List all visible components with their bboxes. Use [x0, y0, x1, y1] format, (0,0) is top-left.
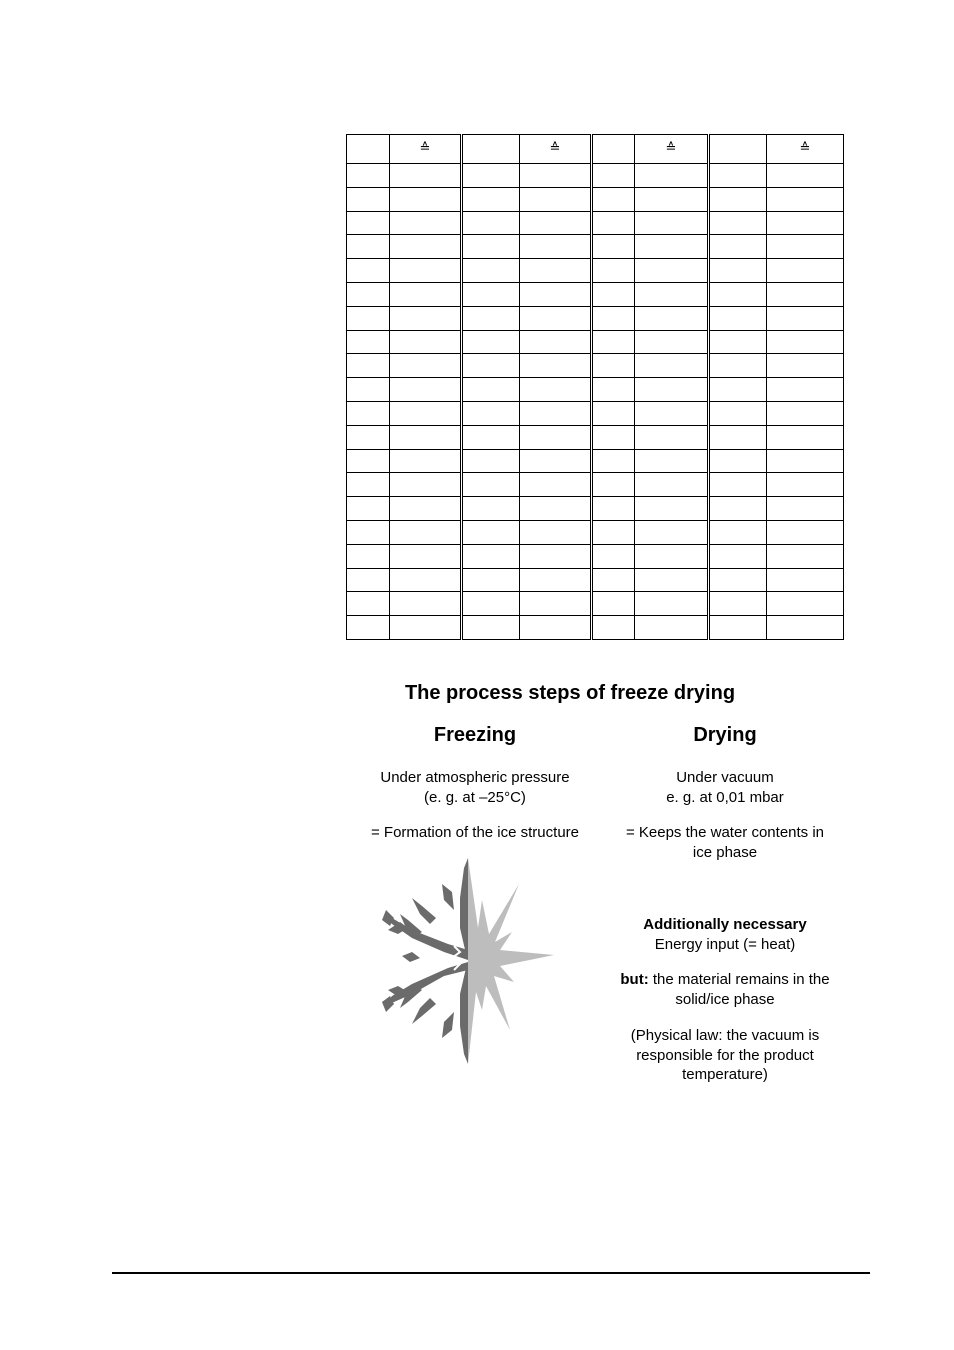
table-cell	[635, 354, 709, 378]
table-row	[347, 592, 844, 616]
freezing-result: = Formation of the ice structure	[370, 824, 579, 841]
table-row	[347, 306, 844, 330]
diagram-title: The process steps of freeze drying	[404, 682, 736, 704]
header-cell-value	[592, 135, 635, 164]
law-line1: (Physical law: the vacuum is	[630, 1027, 820, 1044]
table-row	[347, 235, 844, 259]
table-cell	[520, 449, 592, 473]
header-cell-corresponds	[767, 135, 844, 164]
table-cell	[520, 425, 592, 449]
table-cell	[390, 401, 462, 425]
table-cell	[462, 164, 520, 188]
table-cell	[767, 616, 844, 640]
table-cell	[709, 330, 767, 354]
header-cell-corresponds	[520, 135, 592, 164]
table-cell	[462, 425, 520, 449]
table-cell	[462, 259, 520, 283]
table-cell	[635, 401, 709, 425]
table-cell	[390, 306, 462, 330]
table-cell	[709, 520, 767, 544]
table-cell	[635, 164, 709, 188]
law-line3: temperature)	[682, 1066, 768, 1083]
table-cell	[390, 616, 462, 640]
table-cell	[592, 211, 635, 235]
table-cell	[347, 520, 390, 544]
table-cell	[462, 235, 520, 259]
table-cell	[767, 592, 844, 616]
table-cell	[709, 592, 767, 616]
table-row	[347, 544, 844, 568]
table-cell	[592, 544, 635, 568]
snowflake-sun-icon	[382, 858, 557, 1064]
freezing-heading: Freezing	[433, 724, 517, 746]
table-cell	[709, 354, 767, 378]
table-cell	[390, 187, 462, 211]
table-cell	[347, 330, 390, 354]
drying-result	[600, 823, 850, 862]
table-row	[347, 473, 844, 497]
table-cell	[347, 592, 390, 616]
table-cell	[520, 592, 592, 616]
table-cell	[390, 473, 462, 497]
additional-heading: Additionally necessary	[643, 916, 807, 933]
table-cell	[520, 473, 592, 497]
table-cell	[520, 401, 592, 425]
table-cell	[635, 235, 709, 259]
table-cell	[767, 211, 844, 235]
header-cell-value	[347, 135, 390, 164]
table-cell	[390, 425, 462, 449]
table-cell	[462, 282, 520, 306]
table-cell	[635, 282, 709, 306]
table-cell	[767, 544, 844, 568]
table-row	[347, 330, 844, 354]
table-cell	[635, 449, 709, 473]
corresponds-symbol: ≙	[665, 139, 677, 155]
table-cell	[520, 330, 592, 354]
table-cell	[767, 473, 844, 497]
table-row	[347, 497, 844, 521]
table-cell	[767, 401, 844, 425]
table-cell	[635, 378, 709, 402]
table-cell	[520, 306, 592, 330]
drying-condition-line1: Under vacuum	[676, 769, 774, 786]
table-cell	[462, 354, 520, 378]
table-cell	[520, 354, 592, 378]
sun-rays	[468, 858, 554, 1064]
table-row	[347, 520, 844, 544]
table-cell	[347, 616, 390, 640]
footer-rule	[112, 1272, 870, 1274]
table-cell	[390, 568, 462, 592]
table-cell	[347, 378, 390, 402]
table-cell	[635, 520, 709, 544]
table-cell	[347, 425, 390, 449]
table-cell	[709, 473, 767, 497]
table-cell	[390, 282, 462, 306]
but-note-line2: solid/ice phase	[675, 990, 775, 1008]
table-cell	[390, 520, 462, 544]
table-cell	[767, 187, 844, 211]
table-cell	[390, 497, 462, 521]
table-cell	[347, 164, 390, 188]
table-row	[347, 378, 844, 402]
table-cell	[462, 592, 520, 616]
table-cell	[347, 473, 390, 497]
drying-result-line1: = Keeps the water contents in	[625, 824, 825, 841]
table-cell	[520, 568, 592, 592]
table-cell	[520, 235, 592, 259]
table-cell	[592, 354, 635, 378]
table-cell	[709, 401, 767, 425]
header-cell-corresponds	[635, 135, 709, 164]
physical-law-note	[600, 1026, 850, 1085]
table-cell	[709, 235, 767, 259]
table-cell	[347, 497, 390, 521]
table-cell	[462, 211, 520, 235]
drying-heading: Drying	[693, 724, 757, 746]
additional-requirement	[600, 915, 850, 954]
table-cell	[520, 520, 592, 544]
table-cell	[709, 378, 767, 402]
table-cell	[709, 164, 767, 188]
table-row	[347, 164, 844, 188]
table-cell	[347, 282, 390, 306]
table-cell	[592, 306, 635, 330]
table-cell	[520, 497, 592, 521]
table-cell	[390, 211, 462, 235]
table-cell	[709, 259, 767, 283]
header-cell-value	[462, 135, 520, 164]
law-line2: responsible for the product	[636, 1046, 814, 1064]
table-row	[347, 259, 844, 283]
table-cell	[635, 306, 709, 330]
table-header-row	[347, 135, 844, 164]
table-cell	[767, 259, 844, 283]
additional-text: Energy input (= heat)	[654, 935, 796, 953]
table-cell	[462, 330, 520, 354]
table-cell	[635, 425, 709, 449]
table-cell	[709, 425, 767, 449]
table-cell	[462, 401, 520, 425]
table-cell	[462, 187, 520, 211]
table-cell	[635, 592, 709, 616]
table-cell	[635, 497, 709, 521]
table-cell	[709, 282, 767, 306]
table-cell	[347, 544, 390, 568]
table-cell	[592, 164, 635, 188]
table-cell	[709, 449, 767, 473]
table-cell	[767, 235, 844, 259]
table-cell	[347, 354, 390, 378]
table-row	[347, 354, 844, 378]
but-text: the material remains in the	[648, 971, 830, 988]
but-label: but:	[620, 971, 649, 988]
table-cell	[592, 378, 635, 402]
table-cell	[709, 568, 767, 592]
table-cell	[520, 187, 592, 211]
table-cell	[767, 306, 844, 330]
table-cell	[390, 354, 462, 378]
table-cell	[520, 378, 592, 402]
table-cell	[592, 473, 635, 497]
table-row	[347, 425, 844, 449]
table-row	[347, 401, 844, 425]
table-cell	[347, 401, 390, 425]
but-note	[600, 970, 850, 1009]
table-cell	[635, 330, 709, 354]
table-cell	[520, 282, 592, 306]
table-cell	[709, 497, 767, 521]
table-cell	[767, 330, 844, 354]
table-cell	[635, 544, 709, 568]
table-cell	[347, 211, 390, 235]
table-cell	[390, 592, 462, 616]
table-cell	[767, 520, 844, 544]
table-cell	[767, 378, 844, 402]
table-cell	[767, 568, 844, 592]
table-cell	[347, 568, 390, 592]
corresponds-symbol: ≙	[799, 139, 811, 155]
table-row	[347, 616, 844, 640]
table-cell	[592, 330, 635, 354]
table-cell	[347, 306, 390, 330]
table-cell	[709, 187, 767, 211]
table-cell	[390, 330, 462, 354]
table-cell	[709, 544, 767, 568]
table-cell	[767, 282, 844, 306]
table-cell	[592, 616, 635, 640]
header-cell-value	[709, 135, 767, 164]
freezing-condition-line1: Under atmospheric pressure	[380, 769, 570, 786]
table-cell	[592, 497, 635, 521]
table-cell	[347, 259, 390, 283]
table-cell	[520, 211, 592, 235]
table-cell	[462, 616, 520, 640]
table-cell	[767, 497, 844, 521]
table-cell	[635, 211, 709, 235]
table-cell	[592, 401, 635, 425]
table-cell	[347, 449, 390, 473]
table-cell	[347, 235, 390, 259]
table-cell	[462, 378, 520, 402]
corresponds-symbol: ≙	[549, 139, 561, 155]
table-row	[347, 211, 844, 235]
table-cell	[592, 282, 635, 306]
table-cell	[390, 544, 462, 568]
table-row	[347, 568, 844, 592]
table-cell	[709, 306, 767, 330]
table-cell	[390, 259, 462, 283]
freezing-condition-line2: (e. g. at –25°C)	[424, 788, 526, 806]
drying-result-line2: ice phase	[692, 843, 758, 861]
table-cell	[592, 259, 635, 283]
table-cell	[592, 520, 635, 544]
table-cell	[347, 187, 390, 211]
table-cell	[462, 568, 520, 592]
but-note-line1	[600, 970, 850, 990]
table-cell	[635, 568, 709, 592]
conversion-table	[346, 134, 843, 640]
table-cell	[390, 449, 462, 473]
table-cell	[592, 187, 635, 211]
table-cell	[390, 235, 462, 259]
table-cell	[767, 164, 844, 188]
table-cell	[709, 211, 767, 235]
drying-condition-line2: e. g. at 0,01 mbar	[666, 788, 784, 806]
table-cell	[592, 449, 635, 473]
table-row	[347, 187, 844, 211]
table-cell	[520, 259, 592, 283]
table-row	[347, 282, 844, 306]
table-cell	[520, 164, 592, 188]
table-cell	[520, 544, 592, 568]
table-cell	[390, 378, 462, 402]
table-cell	[462, 306, 520, 330]
table-cell	[462, 473, 520, 497]
table-cell	[462, 544, 520, 568]
table-cell	[520, 616, 592, 640]
freezing-condition	[340, 768, 610, 807]
table-row	[347, 449, 844, 473]
table-cell	[592, 235, 635, 259]
table-cell	[767, 449, 844, 473]
table-cell	[709, 616, 767, 640]
table-cell	[767, 425, 844, 449]
drying-condition	[600, 768, 850, 807]
conversion-grid	[346, 134, 844, 640]
header-cell-corresponds	[390, 135, 462, 164]
corresponds-symbol: ≙	[419, 139, 431, 155]
table-cell	[462, 497, 520, 521]
table-cell	[592, 425, 635, 449]
table-cell	[635, 473, 709, 497]
table-cell	[635, 616, 709, 640]
table-cell	[592, 592, 635, 616]
table-cell	[390, 164, 462, 188]
table-cell	[592, 568, 635, 592]
table-cell	[635, 187, 709, 211]
table-cell	[767, 354, 844, 378]
table-cell	[462, 520, 520, 544]
table-cell	[635, 259, 709, 283]
table-cell	[462, 449, 520, 473]
